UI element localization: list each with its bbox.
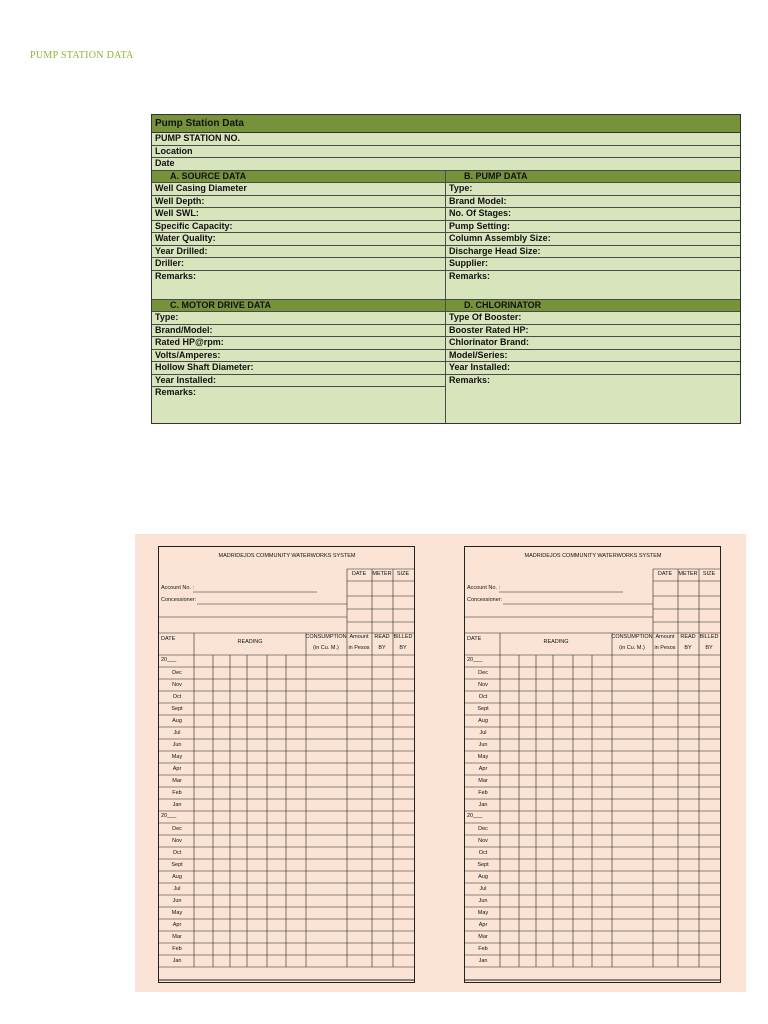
field-chlorinator-brand: Chlorinator Brand: [446, 337, 740, 350]
col-consumption-unit: (in Cu. M.) [313, 645, 339, 651]
col-read: READ [374, 634, 390, 640]
month-label: Aug [478, 874, 488, 880]
row-pump-station-no: PUMP STATION NO. [152, 133, 740, 146]
field-water-quality: Water Quality: [152, 233, 445, 246]
month-label: Sept [477, 706, 489, 712]
col-consumption: CONSUMPTION [305, 634, 347, 640]
field-booster-rated-hp: Booster Rated HP: [446, 325, 740, 338]
year-label: 20___ [467, 813, 483, 819]
ledger-title: MADRIDEJOS COMMUNITY WATERWORKS SYSTEM [524, 553, 662, 559]
hdr-date: DATE [351, 571, 367, 577]
pump-table-title: Pump Station Data [152, 115, 740, 133]
field-discharge-head: Discharge Head Size: [446, 246, 740, 259]
month-label: Nov [478, 682, 488, 688]
col-amount-unit: in Pesos [654, 645, 676, 651]
section-a-header: A. SOURCE DATA [152, 171, 445, 184]
month-label: Jun [172, 742, 182, 748]
col-read-by: BY [378, 645, 386, 651]
field-brand-model-b: Brand Model: [446, 196, 740, 209]
month-label: Jul [173, 886, 181, 892]
hdr-date: DATE [657, 571, 673, 577]
col-consumption: CONSUMPTION [611, 634, 653, 640]
field-specific-capacity: Specific Capacity: [152, 221, 445, 234]
month-label: Apr [478, 766, 488, 772]
ledger-title: MADRIDEJOS COMMUNITY WATERWORKS SYSTEM [218, 553, 356, 559]
field-pump-setting: Pump Setting: [446, 221, 740, 234]
month-label: Oct [478, 850, 488, 856]
account-label: Account No. : [467, 585, 501, 591]
field-column-assembly: Column Assembly Size: [446, 233, 740, 246]
month-label: May [477, 910, 489, 916]
section-c [152, 300, 446, 424]
pump-station-table [151, 114, 741, 424]
month-label: Jan [172, 802, 182, 808]
month-label: Aug [172, 718, 182, 724]
month-label: May [171, 754, 183, 760]
month-label: Jun [478, 898, 488, 904]
field-brand-model-c: Brand/Model: [152, 325, 445, 338]
month-label: Nov [478, 838, 488, 844]
month-label: Dec [172, 670, 182, 676]
section-c-header: C. MOTOR DRIVE DATA [152, 300, 445, 313]
year-label: 20___ [161, 813, 177, 819]
section-d-header: D. CHLORINATOR [446, 300, 740, 313]
month-label: Jan [478, 958, 488, 964]
field-driller: Driller: [152, 258, 445, 271]
hdr-meter: METER [678, 571, 698, 577]
month-label: Apr [478, 922, 488, 928]
col-consumption-unit: (in Cu. M.) [619, 645, 645, 651]
month-label: Feb [478, 790, 488, 796]
col-billed: BILLED [699, 634, 719, 640]
month-label: Dec [172, 826, 182, 832]
col-amount: Amount [655, 634, 675, 640]
section-cd [152, 300, 740, 424]
ledger-card-right [464, 546, 721, 983]
field-volts-amperes: Volts/Amperes: [152, 350, 445, 363]
month-label: May [171, 910, 183, 916]
col-amount-unit: in Pesos [348, 645, 370, 651]
col-reading: READING [543, 639, 569, 645]
month-label: Dec [478, 826, 488, 832]
section-b [446, 171, 740, 300]
month-label: Aug [172, 874, 182, 880]
field-year-installed-c: Year Installed: [152, 375, 445, 388]
hdr-size: SIZE [396, 571, 410, 577]
month-label: Jan [172, 958, 182, 964]
month-label: Jul [479, 730, 487, 736]
month-label: Mar [172, 778, 182, 784]
account-label: Account No. : [161, 585, 195, 591]
month-label: Jan [478, 802, 488, 808]
field-type-b: Type: [446, 183, 740, 196]
month-label: Aug [478, 718, 488, 724]
month-label: Jul [173, 730, 181, 736]
field-remarks-a: Remarks: [152, 271, 445, 300]
month-label: Feb [172, 946, 182, 952]
hdr-meter: METER [372, 571, 392, 577]
month-label: Oct [172, 694, 182, 700]
concessioner-label: Concessioner: [161, 597, 197, 603]
field-remarks-c: Remarks: [155, 387, 197, 397]
col-read-by: BY [684, 645, 692, 651]
month-label: May [477, 754, 489, 760]
section-d [446, 300, 740, 424]
ledger-panel [135, 534, 746, 992]
field-well-swl: Well SWL: [152, 208, 445, 221]
month-label: Jun [172, 898, 182, 904]
section-b-header: B. PUMP DATA [446, 171, 740, 184]
field-no-of-stages: No. Of Stages: [446, 208, 740, 221]
month-label: Feb [172, 790, 182, 796]
field-remarks-b: Remarks: [446, 271, 740, 300]
ledger-grid [465, 547, 720, 982]
concessioner-label: Concessioner: [467, 597, 503, 603]
col-billed-by: BY [705, 645, 713, 651]
col-date: DATE [161, 636, 176, 642]
hdr-size: SIZE [702, 571, 716, 577]
month-label: Mar [478, 934, 488, 940]
section-ab [152, 171, 740, 300]
col-billed: BILLED [393, 634, 413, 640]
month-label: Oct [478, 694, 488, 700]
month-label: Jul [479, 886, 487, 892]
field-type-of-booster: Type Of Booster: [446, 312, 740, 325]
col-amount: Amount [349, 634, 369, 640]
field-hollow-shaft: Hollow Shaft Diameter: [152, 362, 445, 375]
month-label: Mar [478, 778, 488, 784]
ledger-card-left [158, 546, 415, 983]
month-label: Apr [172, 766, 182, 772]
field-well-depth: Well Depth: [152, 196, 445, 209]
field-supplier: Supplier: [446, 258, 740, 271]
field-type-c: Type: [152, 312, 445, 325]
col-read: READ [680, 634, 696, 640]
row-location: Location [152, 146, 740, 159]
month-label: Sept [477, 862, 489, 868]
month-label: Oct [172, 850, 182, 856]
month-label: Mar [172, 934, 182, 940]
field-year-drilled: Year Drilled: [152, 246, 445, 259]
field-well-casing: Well Casing Diameter [152, 183, 445, 196]
year-label: 20___ [161, 657, 177, 663]
page-heading: PUMP STATION DATA [30, 50, 134, 61]
section-a [152, 171, 446, 300]
month-label: Apr [172, 922, 182, 928]
field-model-series: Model/Series: [446, 350, 740, 363]
month-label: Feb [478, 946, 488, 952]
field-year-installed-d: Year Installed: [446, 362, 740, 375]
month-label: Jun [478, 742, 488, 748]
row-date: Date [152, 158, 740, 171]
field-remarks-d: Remarks: [449, 374, 491, 385]
month-label: Nov [172, 682, 182, 688]
month-label: Nov [172, 838, 182, 844]
ledger-grid [159, 547, 414, 982]
col-reading: READING [237, 639, 263, 645]
col-date: DATE [467, 636, 482, 642]
col-billed-by: BY [399, 645, 407, 651]
month-label: Sept [171, 706, 183, 712]
month-label: Dec [478, 670, 488, 676]
month-label: Sept [171, 862, 183, 868]
year-label: 20___ [467, 657, 483, 663]
field-rated-hp: Rated HP@rpm: [152, 337, 445, 350]
